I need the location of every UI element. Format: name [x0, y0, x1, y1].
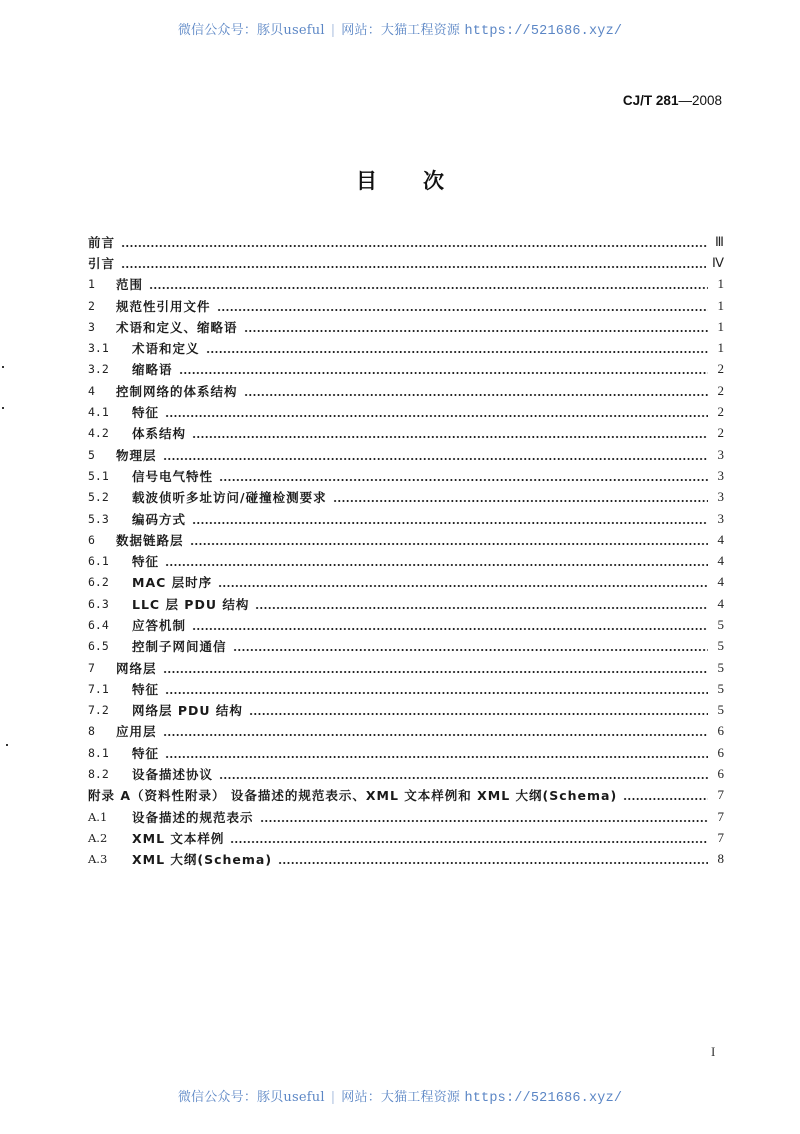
toc-entry-page: 7	[717, 808, 724, 824]
dot-leader	[623, 789, 708, 801]
toc-entry-page: 2	[717, 382, 724, 398]
dot-leader	[179, 363, 708, 375]
toc-entry-number: 5.2	[88, 490, 109, 505]
dot-leader	[165, 747, 708, 759]
toc-entry[interactable]	[88, 316, 724, 337]
toc-entry[interactable]	[88, 359, 724, 380]
toc-entry-title: MAC 层时序	[132, 575, 213, 591]
toc-entry-title: 物理层	[116, 447, 157, 463]
toc-entry-page: 4	[717, 531, 724, 547]
dot-leader	[244, 385, 708, 397]
toc-entry-title: 规范性引用文件	[116, 298, 211, 314]
toc-entry[interactable]	[88, 678, 724, 699]
toc-entry-number: 4.2	[88, 426, 109, 441]
dot-leader	[163, 662, 708, 674]
dot-leader	[121, 236, 708, 248]
toc-entry-title: 应答机制	[132, 617, 187, 633]
toc-entry-title: 引言	[88, 255, 116, 271]
toc-entry-page: 1	[717, 318, 724, 334]
toc-entry-title: 特征	[132, 681, 160, 697]
watermark-wechat: 微信公众号：豚贝useful	[177, 1090, 325, 1105]
toc-entry-title: 缩略语	[132, 362, 173, 378]
toc-entry-page: 6	[717, 766, 724, 782]
toc-entry-page: 3	[717, 467, 724, 483]
toc-entry-number: 6	[88, 532, 95, 547]
toc-entry-page: 8	[717, 851, 724, 867]
dot-leader	[190, 534, 708, 546]
standard-code	[623, 93, 722, 108]
scan-artifact	[6, 744, 8, 746]
toc-entry-number: 1	[88, 277, 95, 292]
dot-leader	[219, 768, 708, 780]
dot-leader	[192, 619, 708, 631]
toc-entry-number: 5.3	[88, 511, 109, 526]
toc-entry-number: 7.2	[88, 703, 109, 718]
toc-entry-page: 3	[717, 489, 724, 505]
toc-entry[interactable]	[88, 508, 724, 529]
dot-leader	[121, 257, 706, 269]
toc-entry-number: 8	[88, 724, 95, 739]
toc-entry-page: 5	[717, 638, 724, 654]
dot-leader	[149, 278, 708, 290]
toc-entry-title: 设备描述的规范表示	[132, 809, 254, 825]
toc-entry[interactable]	[88, 295, 724, 316]
toc-entry-title: 设备描述协议	[132, 767, 214, 783]
toc-entry[interactable]	[88, 380, 724, 401]
toc-entry[interactable]	[88, 742, 724, 763]
toc-entry-title: 载波侦听多址访问/碰撞检测要求	[132, 490, 327, 506]
toc-entry-title: 网络层 PDU 结构	[132, 703, 243, 719]
toc-entry[interactable]	[88, 849, 724, 870]
toc-entry-number: A.1	[88, 809, 108, 824]
toc-entry-title: 编码方式	[132, 511, 187, 527]
toc-entry[interactable]	[88, 274, 724, 295]
toc-entry-page: 7	[717, 829, 724, 845]
toc-entry[interactable]	[88, 337, 724, 358]
toc-entry-title: 信号电气特性	[132, 468, 214, 484]
toc-entry-number: 7	[88, 660, 95, 675]
dot-leader	[278, 853, 708, 865]
toc-entry-number: 4	[88, 383, 95, 398]
toc-entry-page: 4	[717, 595, 724, 611]
dot-leader	[165, 406, 708, 418]
dot-leader	[163, 725, 708, 737]
toc-entry-page: 3	[717, 446, 724, 462]
toc-entry-page: 1	[717, 276, 724, 292]
toc-entry[interactable]	[88, 657, 724, 678]
dot-leader	[333, 491, 708, 503]
watermark-separator: |	[330, 23, 336, 38]
dot-leader	[217, 300, 708, 312]
toc-entry-title: 特征	[132, 745, 160, 761]
toc-entry-number: 2	[88, 298, 95, 313]
toc-entry-title: 特征	[132, 554, 160, 570]
toc-entry-page: 1	[717, 340, 724, 356]
dot-leader	[260, 811, 708, 823]
toc-entry-title: 控制子网间通信	[132, 639, 227, 655]
toc-entry[interactable]	[88, 529, 724, 550]
dot-leader	[230, 832, 708, 844]
dot-leader	[249, 704, 708, 716]
watermark-url: https://521686.xyz/	[464, 1091, 623, 1106]
toc-entry-number: 6.5	[88, 639, 109, 654]
scan-artifact	[2, 366, 4, 368]
toc-entry-number: 3	[88, 319, 95, 334]
toc-entry-number: 6.4	[88, 617, 109, 632]
toc-entry-page: 4	[717, 574, 724, 590]
toc-entry-title: 附录 A（资料性附录） 设备描述的规范表示、XML 文本样例和 XML 大纲(Schema)	[88, 788, 618, 804]
toc-entry-page: 5	[717, 702, 724, 718]
toc-entry-page: 5	[717, 680, 724, 696]
toc-entry-number: A.2	[88, 830, 108, 845]
toc-entry-page: 2	[717, 361, 724, 377]
dot-leader	[165, 683, 708, 695]
page-title: 目次	[356, 169, 490, 193]
toc-entry-number: 8.1	[88, 745, 109, 760]
toc-entry-title: 范围	[116, 277, 144, 293]
dot-leader	[255, 598, 708, 610]
toc-entry[interactable]	[88, 763, 724, 784]
watermark-site-label: 网站：大猫工程资源	[341, 23, 461, 38]
toc-entry-page: 6	[717, 723, 724, 739]
dot-leader	[219, 470, 708, 482]
toc-entry-title: 术语和定义	[132, 341, 200, 357]
toc-entry-page: 2	[717, 425, 724, 441]
dot-leader	[233, 640, 708, 652]
standard-number: CJ/T 281	[622, 93, 679, 108]
toc-entry-page: 3	[717, 510, 724, 526]
toc-entry-title: XML 文本样例	[132, 830, 225, 846]
toc-entry[interactable]	[88, 593, 724, 614]
toc-entry-page: 5	[717, 616, 724, 632]
watermark-separator: |	[330, 1090, 336, 1105]
toc-entry-title: 网络层	[116, 660, 157, 676]
page-folio: I	[711, 1044, 716, 1059]
watermark-url: https://521686.xyz/	[464, 24, 623, 39]
toc-entry-page: 2	[717, 404, 724, 420]
toc-entry[interactable]	[88, 827, 724, 848]
toc-entry[interactable]	[88, 423, 724, 444]
toc-entry[interactable]	[88, 614, 724, 635]
watermark-top	[0, 19, 800, 39]
toc-entry-number: 6.3	[88, 596, 109, 611]
toc-entry-number: 5.1	[88, 468, 109, 483]
toc-entry-title: XML 大纲(Schema)	[132, 852, 273, 868]
toc-entry[interactable]	[88, 700, 724, 721]
toc-entry-page: Ⅳ	[712, 254, 724, 270]
toc-entry-title: 控制网络的体系结构	[116, 383, 238, 399]
toc-entry-title: 术语和定义、缩略语	[116, 319, 238, 335]
toc-entry-number: 5	[88, 447, 95, 462]
toc-entry[interactable]	[88, 252, 724, 273]
toc-entry[interactable]	[88, 401, 724, 422]
toc-entry[interactable]	[88, 231, 724, 252]
toc-entry-title: 前言	[88, 234, 116, 250]
toc-entry-title: 特征	[132, 405, 160, 421]
toc-entry-title: 应用层	[116, 724, 157, 740]
toc-entry-page: 1	[717, 297, 724, 313]
dot-leader	[165, 555, 708, 567]
dot-leader	[244, 321, 708, 333]
toc-entry-page: 5	[717, 659, 724, 675]
toc-entry-number: A.3	[88, 852, 108, 867]
toc-entry-number: 7.1	[88, 681, 109, 696]
toc-entry-number: 3.1	[88, 341, 109, 356]
scan-artifact	[2, 407, 4, 409]
dot-leader	[218, 576, 708, 588]
toc-entry[interactable]	[88, 785, 724, 806]
dot-leader	[192, 513, 708, 525]
dot-leader	[192, 427, 708, 439]
toc-entry-title: LLC 层 PDU 结构	[132, 596, 250, 612]
toc-entry[interactable]	[88, 806, 724, 827]
toc-entry-page: 7	[717, 787, 724, 803]
toc-entry-number: 6.1	[88, 554, 109, 569]
watermark-site-label: 网站：大猫工程资源	[341, 1090, 461, 1105]
toc-entry[interactable]	[88, 636, 724, 657]
toc-entry-title: 数据链路层	[116, 532, 184, 548]
dot-leader	[206, 342, 708, 354]
dot-leader	[163, 449, 708, 461]
toc-entry[interactable]	[88, 572, 724, 593]
toc-entry-page: Ⅲ	[715, 233, 724, 249]
toc-entry-number: 4.1	[88, 405, 109, 420]
standard-year: —2008	[678, 93, 722, 108]
watermark-wechat: 微信公众号：豚贝useful	[177, 23, 325, 38]
toc-entry[interactable]	[88, 721, 724, 742]
table-of-contents	[88, 231, 724, 870]
toc-entry[interactable]	[88, 487, 724, 508]
toc-entry[interactable]	[88, 465, 724, 486]
toc-entry[interactable]	[88, 444, 724, 465]
toc-entry-title: 体系结构	[132, 426, 187, 442]
toc-entry-page: 6	[717, 744, 724, 760]
toc-entry-number: 6.2	[88, 575, 109, 590]
toc-entry[interactable]	[88, 550, 724, 571]
toc-entry-number: 8.2	[88, 767, 109, 782]
toc-entry-page: 4	[717, 553, 724, 569]
toc-entry-number: 3.2	[88, 362, 109, 377]
watermark-bottom	[0, 1086, 800, 1106]
